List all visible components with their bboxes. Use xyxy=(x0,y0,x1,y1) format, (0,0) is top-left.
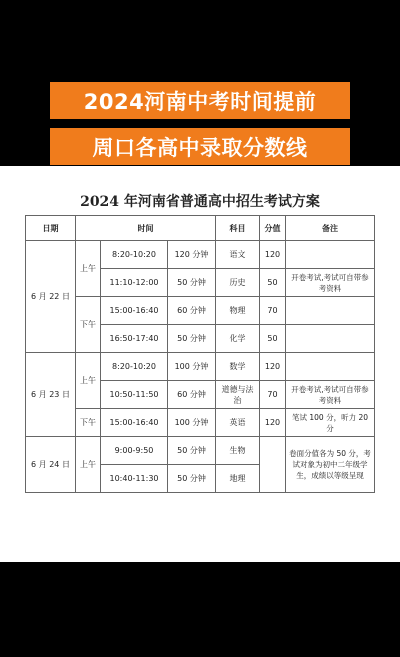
score-cell: 70 xyxy=(260,297,286,325)
date-cell: 6 月 23 日 xyxy=(26,353,76,437)
header-remark: 备注 xyxy=(286,216,375,241)
header-score: 分值 xyxy=(260,216,286,241)
duration-cell: 100 分钟 xyxy=(168,353,216,381)
subject-cell: 物理 xyxy=(216,297,260,325)
score-cell: 70 xyxy=(260,381,286,409)
time-cell: 10:50-11:50 xyxy=(101,381,168,409)
duration-cell: 60 分钟 xyxy=(168,381,216,409)
score-cell: 120 xyxy=(260,353,286,381)
subject-cell: 语文 xyxy=(216,241,260,269)
subject-cell: 历史 xyxy=(216,269,260,297)
table-row xyxy=(26,353,375,381)
subject-cell: 化学 xyxy=(216,325,260,353)
table-header-row xyxy=(26,216,375,241)
remark-cell: 卷面分值各为 50 分，考试对象为初中二年级学生，成绩以等级呈现 xyxy=(286,437,375,493)
table-row xyxy=(26,437,375,465)
score-cell: 120 xyxy=(260,409,286,437)
header-time: 时间 xyxy=(76,216,216,241)
time-cell: 15:00-16:40 xyxy=(101,409,168,437)
period-cell: 上午 xyxy=(76,353,101,409)
period-cell: 上午 xyxy=(76,437,101,493)
remark-cell: 开卷考试,考试可自带参考资料 xyxy=(286,381,375,409)
header-subject: 科目 xyxy=(216,216,260,241)
document-title: 2024 年河南省普通高中招生考试方案 xyxy=(80,194,320,210)
date-cell: 6 月 24 日 xyxy=(26,437,76,493)
subject-cell: 数学 xyxy=(216,353,260,381)
duration-cell: 120 分钟 xyxy=(168,241,216,269)
time-cell: 8:20-10:20 xyxy=(101,241,168,269)
header-date: 日期 xyxy=(26,216,76,241)
date-cell: 6 月 22 日 xyxy=(26,241,76,353)
remark-cell: 开卷考试,考试可自带参考资料 xyxy=(286,269,375,297)
remark-cell: 笔试 100 分，听力 20 分 xyxy=(286,409,375,437)
time-cell: 15:00-16:40 xyxy=(101,297,168,325)
score-cell xyxy=(260,437,286,493)
remark-cell xyxy=(286,325,375,353)
period-cell: 上午 xyxy=(76,241,101,297)
duration-cell: 50 分钟 xyxy=(168,325,216,353)
document-image xyxy=(0,166,400,562)
duration-cell: 50 分钟 xyxy=(168,465,216,493)
duration-cell: 50 分钟 xyxy=(168,269,216,297)
subject-cell: 道德与法治 xyxy=(216,381,260,409)
headline-banner-2: 周口各高中录取分数线 xyxy=(50,128,350,165)
remark-cell xyxy=(286,353,375,381)
time-cell: 11:10-12:00 xyxy=(101,269,168,297)
time-cell: 8:20-10:20 xyxy=(101,353,168,381)
period-cell: 下午 xyxy=(76,297,101,353)
time-cell: 10:40-11:30 xyxy=(101,465,168,493)
time-cell: 16:50-17:40 xyxy=(101,325,168,353)
table-row xyxy=(26,241,375,269)
subject-cell: 地理 xyxy=(216,465,260,493)
table-row xyxy=(26,297,375,325)
subject-cell: 生物 xyxy=(216,437,260,465)
score-cell: 50 xyxy=(260,269,286,297)
headline-banner-1: 2024河南中考时间提前 xyxy=(50,82,350,119)
duration-cell: 60 分钟 xyxy=(168,297,216,325)
time-cell: 9:00-9:50 xyxy=(101,437,168,465)
period-cell: 下午 xyxy=(76,409,101,437)
subject-cell: 英语 xyxy=(216,409,260,437)
duration-cell: 50 分钟 xyxy=(168,437,216,465)
remark-cell xyxy=(286,241,375,269)
score-cell: 120 xyxy=(260,241,286,269)
exam-schedule-table xyxy=(25,215,375,493)
table-row xyxy=(26,409,375,437)
duration-cell: 100 分钟 xyxy=(168,409,216,437)
remark-cell xyxy=(286,297,375,325)
score-cell: 50 xyxy=(260,325,286,353)
